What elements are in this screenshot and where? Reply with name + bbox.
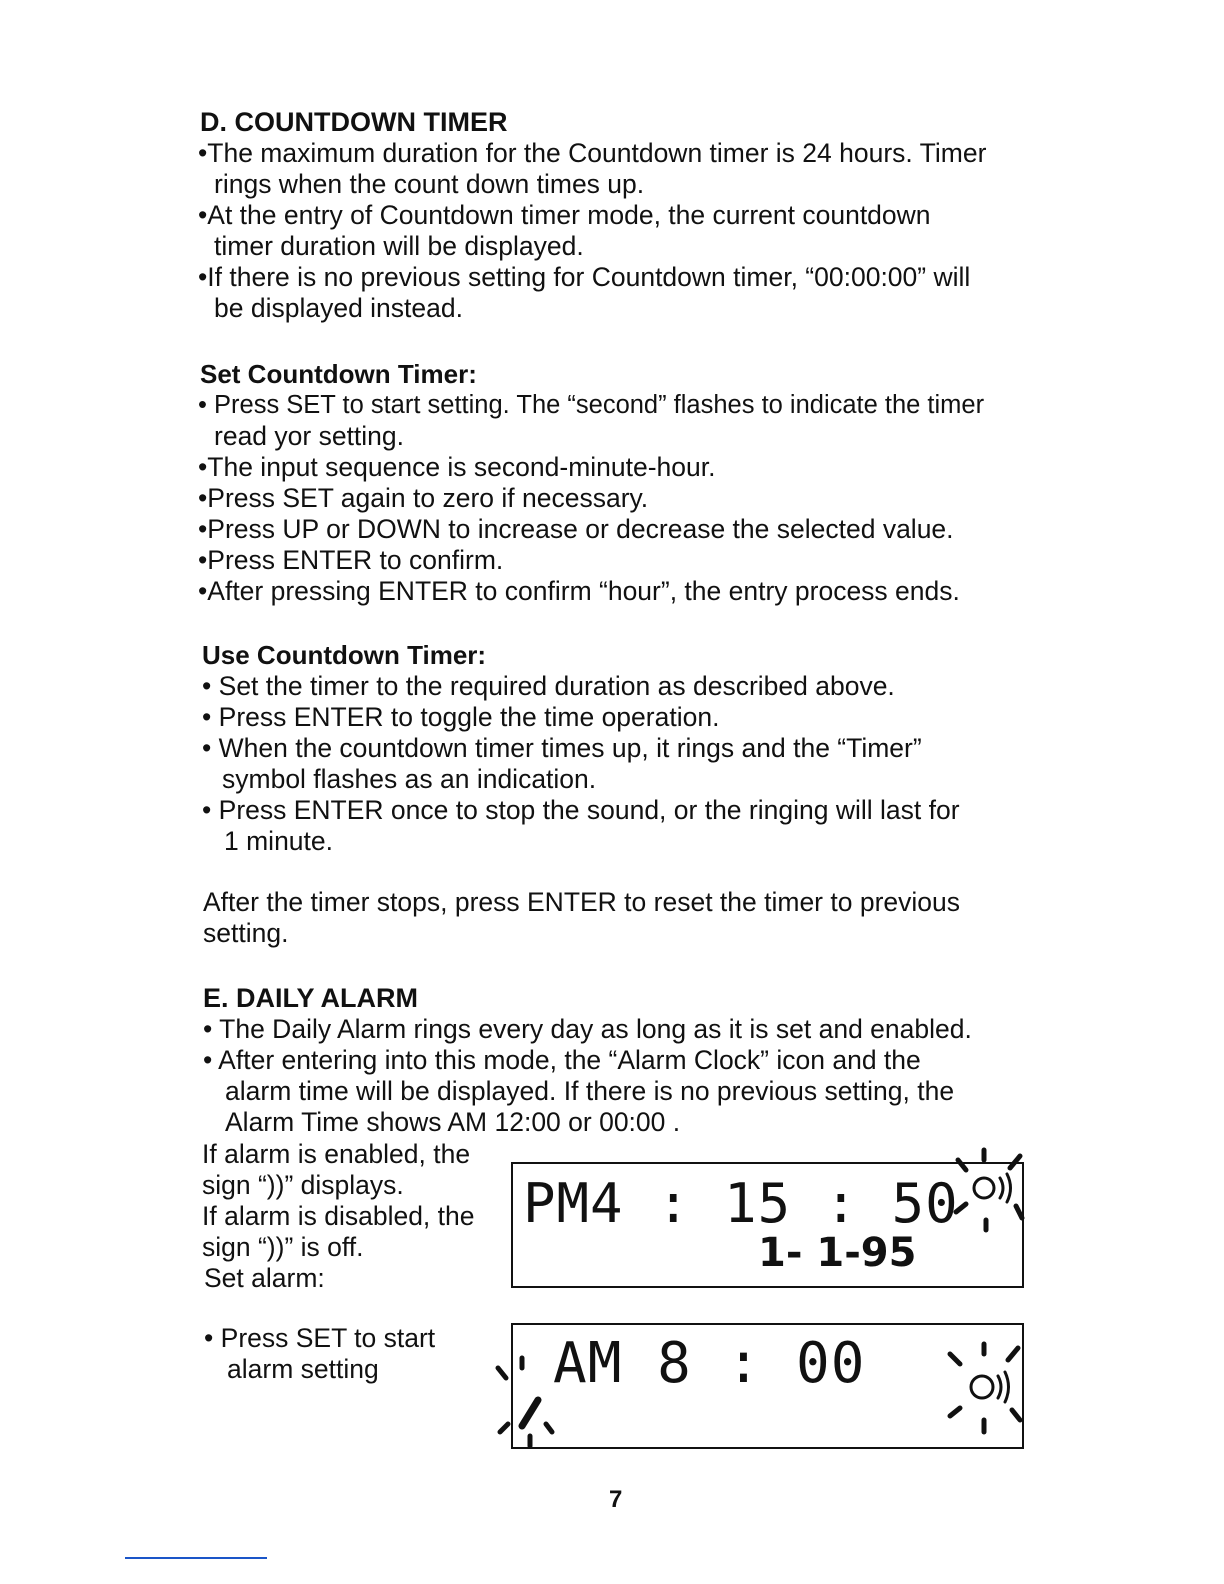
section-d-title: D. COUNTDOWN TIMER	[200, 107, 508, 137]
after-timer-line-2: setting.	[203, 918, 289, 948]
set-timer-line-6: •Press ENTER to confirm.	[198, 545, 504, 575]
use-timer-line-5: • Press ENTER once to stop the sound, or the ringing will last for	[202, 795, 960, 825]
section-e-title: E. DAILY ALARM	[203, 983, 419, 1013]
section-e-line-4: Alarm Time shows AM 12:00 or 00:00 .	[225, 1107, 681, 1137]
section-e-line-2: • After entering into this mode, the “Alarm Clock” icon and the	[203, 1045, 921, 1075]
alarm-side-line-4: sign “))” is off.	[202, 1232, 364, 1262]
press-set-line-2: alarm setting	[227, 1354, 379, 1384]
set-timer-line-5: •Press UP or DOWN to increase or decrease the selected value.	[198, 514, 954, 544]
alarm-side-line-5: Set alarm:	[204, 1263, 325, 1293]
press-set-line-1: • Press SET to start	[204, 1323, 436, 1353]
section-d-bullet-3-line-2: be displayed instead.	[214, 293, 463, 323]
edit-pencil-icon	[488, 1340, 568, 1450]
section-d-bullet-3-line-1: •If there is no previous setting for Countdown timer, “00:00:00” will	[198, 262, 971, 292]
section-d-bullet-2-line-2: timer duration will be displayed.	[214, 231, 584, 261]
alarm-side-line-2: sign “))” displays.	[202, 1170, 404, 1200]
alarm-clock-icon	[942, 1340, 1022, 1440]
section-d-bullet-1-line-2: rings when the count down times up.	[214, 169, 645, 199]
set-timer-line-2: read yor setting.	[214, 421, 405, 451]
section-e-line-1: • The Daily Alarm rings every day as long as it is set and enabled.	[203, 1014, 972, 1044]
alarm-bell-icon	[944, 1148, 1024, 1238]
after-timer-line-1: After the timer stops, press ENTER to reset the timer to previous	[203, 887, 960, 917]
lcd-alarm-time: AM 8 : 00	[553, 1331, 866, 1396]
lcd-clock-date: 1- 1-95	[758, 1230, 917, 1276]
use-timer-line-2: • Press ENTER to toggle the time operation.	[202, 702, 720, 732]
use-timer-line-4: symbol flashes as an indication.	[222, 764, 597, 794]
use-timer-line-6: 1 minute.	[224, 826, 334, 856]
use-timer-title: Use Countdown Timer:	[202, 640, 487, 670]
section-e-line-3: alarm time will be displayed. If there is no previous setting, the	[225, 1076, 955, 1106]
section-d-bullet-1-line-1: •The maximum duration for the Countdown timer is 24 hours. Timer	[198, 138, 987, 168]
alarm-side-line-1: If alarm is enabled, the	[202, 1139, 471, 1169]
lcd-clock-time: PM4 : 15 : 50	[523, 1172, 959, 1235]
alarm-side-line-3: If alarm is disabled, the	[202, 1201, 475, 1231]
set-timer-line-4: •Press SET again to zero if necessary.	[198, 483, 649, 513]
set-timer-line-1: • Press SET to start setting. The “second” flashes to indicate the timer	[198, 391, 985, 419]
footer-rule	[125, 1557, 267, 1559]
page-number: 7	[609, 1486, 623, 1513]
use-timer-line-3: • When the countdown timer times up, it rings and the “Timer”	[202, 733, 922, 763]
set-timer-title: Set Countdown Timer:	[200, 359, 477, 389]
use-timer-line-1: • Set the timer to the required duration as described above.	[202, 671, 895, 701]
set-timer-line-3: •The input sequence is second-minute-hour.	[198, 452, 716, 482]
set-timer-line-7: •After pressing ENTER to confirm “hour”, the entry process ends.	[198, 576, 960, 606]
section-d-bullet-2-line-1: •At the entry of Countdown timer mode, the current countdown	[198, 200, 931, 230]
